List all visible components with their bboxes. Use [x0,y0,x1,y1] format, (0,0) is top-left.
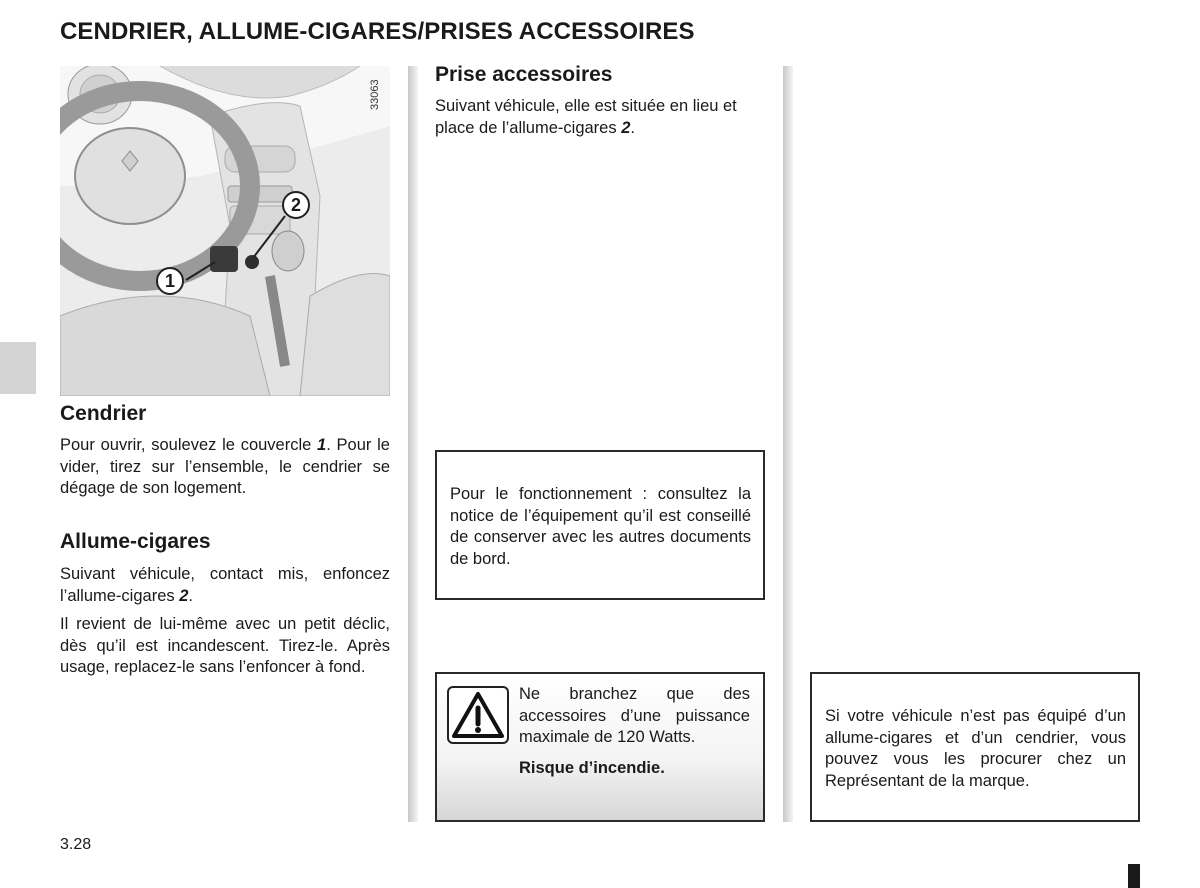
callout-2: 2 [282,191,310,219]
note-text: Pour le fonctionnement : consultez la notice de l’équipement qu’il est conseillé de conserver avec les autres documents de bord. [450,485,751,568]
warning-emphasis: Risque d’incendie. [519,758,665,777]
prise-accessoires-text: Suivant véhicule, elle est située en lieu et place de l’allume-cigares 2. [435,97,737,137]
cendrier-heading: Cendrier [60,402,147,425]
corner-mark [1128,864,1140,888]
callout-1: 1 [156,267,184,295]
dashboard-illustration [60,66,390,396]
allume-cigares-text-1: Suivant véhicule, contact mis, enfoncez l’allume-cigares 2. [60,565,390,605]
figure-reference: 33063 [369,79,381,110]
info-text: Si votre véhicule n’est pas équipé d’un allume-cigares et d’un cendrier, vous pouvez vous les procurer chez un Représentant de la marque. [825,707,1126,790]
page-number: 3.28 [60,836,92,853]
section-side-tab [0,342,36,394]
warning-triangle-icon [447,686,509,744]
info-box [810,672,1140,822]
dashboard-drawing [60,66,390,396]
warning-box [435,672,765,822]
allume-cigares-heading: Allume-cigares [60,530,211,553]
column-divider-1 [408,66,418,822]
cendrier-text: Pour ouvrir, soulevez le couvercle 1. Pour le vider, tirez sur l’ensemble, le cendrier se dégage de son logement. [60,436,390,497]
prise-accessoires-heading: Prise accessoires [435,63,613,86]
warning-text: Ne branchez que des accessoires d’une puissance maximale de 120 Watts. [519,685,750,746]
allume-cigares-text-2: Il revient de lui-même avec un petit déclic, dès qu’il est incandescent. Tirez-le. Après usage, replacez-le sans l’enfoncer à fond. [60,615,390,676]
note-box [435,450,765,600]
page-title: CENDRIER, ALLUME-CIGARES/PRISES ACCESSOIRES [60,18,695,45]
column-divider-2 [783,66,793,822]
